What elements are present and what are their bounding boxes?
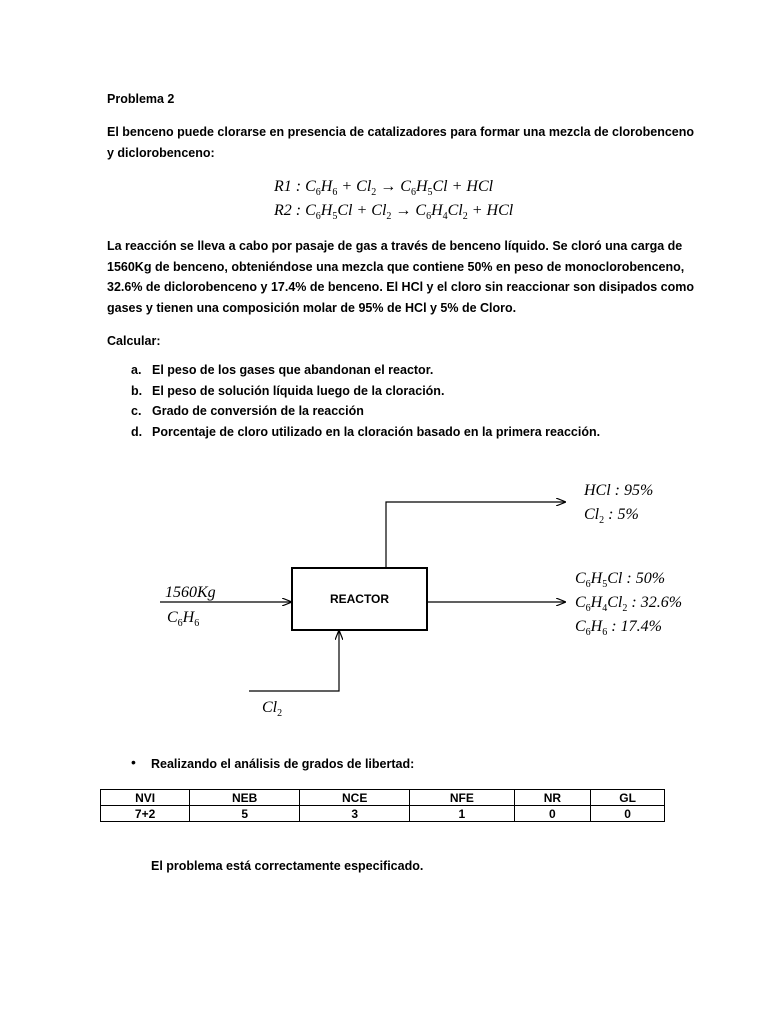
table-cell: 3 <box>300 806 410 822</box>
formula: HCl <box>486 202 514 219</box>
calcular-label: Calcular: <box>107 334 161 348</box>
table-cell: 5 <box>190 806 300 822</box>
description-line: gases y tienen una composición molar de 95% de HCl y 5% de Cloro. <box>107 300 517 315</box>
liquid-output-c6h6: $C_6H_6$ : 17.4% <box>575 618 662 639</box>
reactor-label: REACTOR <box>329 592 390 606</box>
composition-value: 17.4% <box>620 618 662 635</box>
species: $Cl_2$ <box>584 506 605 527</box>
species: HCl <box>584 482 611 499</box>
plus-sign: + <box>352 202 372 219</box>
plus-sign: + <box>447 178 467 195</box>
formula: $C_6H_5Cl$ <box>400 178 448 199</box>
reaction-label: R1 : <box>274 178 306 195</box>
bullet-icon: • <box>131 754 136 770</box>
formula: HCl <box>466 178 494 195</box>
question-text: Porcentaje de cloro utilizado en la cloración basado en la primera reacción. <box>152 425 601 439</box>
table-header-cell: NEB <box>190 790 300 806</box>
description-line: 32.6% de diclorobenceno y 17.4% de benceno. El HCl y el cloro sin reaccionar son disipados como <box>107 280 694 294</box>
table-header-row <box>101 790 665 806</box>
species: $C_6H_6$ <box>575 618 608 639</box>
table-cell: 7+2 <box>101 806 190 822</box>
question-marker: d. <box>131 425 143 439</box>
formula: $Cl_2$ <box>371 202 392 223</box>
formula: $Cl_2$ <box>356 178 377 199</box>
table-row <box>101 806 665 822</box>
table-header-cell: NR <box>514 790 591 806</box>
question-text: El peso de solución líquida luego de la cloración. <box>152 384 445 398</box>
formula: $C_6H_4Cl_2$ <box>415 202 468 223</box>
arrow: → <box>376 178 401 195</box>
table-header-cell: NVI <box>101 790 190 806</box>
gas-output-cl2: $Cl_2$ : 5% <box>584 506 639 527</box>
formula: $C_6H_6$ <box>305 178 338 199</box>
question-text: Grado de conversión de la reacción <box>152 404 364 418</box>
chlorine-input-label: $Cl_2$ <box>262 699 283 720</box>
intro-line: y diclorobenceno: <box>107 145 215 160</box>
plus-sign: + <box>337 178 357 195</box>
description-line: La reacción se lleva a cabo por pasaje de gas a través de benceno líquido. Se cloró una carga de <box>107 239 683 253</box>
table-cell: 0 <box>514 806 591 822</box>
composition-value: 32.6% <box>640 594 683 611</box>
arrow: → <box>391 202 416 219</box>
table-header-cell: NCE <box>300 790 410 806</box>
table-cell: 1 <box>410 806 514 822</box>
liquid-output-c6h4cl2: $C_6H_4Cl_2$ : 32.6% <box>575 594 683 615</box>
reactor-box <box>291 567 428 631</box>
composition-value: 50% <box>635 570 666 587</box>
plus-sign: + <box>467 202 487 219</box>
gas-output-arrow <box>386 502 565 567</box>
formula: $C_6H_5Cl$ <box>305 202 353 223</box>
question-text: El peso de los gases que abandonan el reactor. <box>152 363 434 377</box>
feed-amount-text: 1560Kg <box>165 584 216 601</box>
feed-amount <box>165 584 216 602</box>
conclusion-text: El problema está correctamente especificado. <box>151 859 424 873</box>
gas-output-hcl: HCl : 95% <box>584 482 654 499</box>
species: $C_6H_4Cl_2$ <box>575 594 628 615</box>
feed-compound: $C_6H_6$ <box>167 609 200 630</box>
liquid-output-c6h5cl: $C_6H_5Cl$ : 50% <box>575 570 666 591</box>
composition-value: 5% <box>617 506 639 523</box>
species: $C_6H_5Cl$ <box>575 570 623 591</box>
reaction-label: R2 : <box>274 202 306 219</box>
degrees-of-freedom-table <box>100 789 665 822</box>
analysis-heading: Realizando el análisis de grados de libertad: <box>151 757 415 771</box>
intro-line: El benceno puede clorarse en presencia de catalizadores para formar una mezcla de clorobenceno <box>107 125 695 139</box>
table-header-cell: NFE <box>410 790 514 806</box>
question-marker: b. <box>131 384 143 398</box>
question-marker: a. <box>131 363 142 377</box>
chlorine-input-arrow <box>249 631 339 691</box>
composition-value: 95% <box>624 482 654 499</box>
table-cell: 0 <box>591 806 665 822</box>
question-marker: c. <box>131 404 142 418</box>
description-line: 1560Kg de benceno, obteniéndose una mezcla que contiene 50% en peso de monoclorobenceno, <box>107 259 685 274</box>
table-header-cell: GL <box>591 790 665 806</box>
problem-title: Problema 2 <box>107 92 175 106</box>
